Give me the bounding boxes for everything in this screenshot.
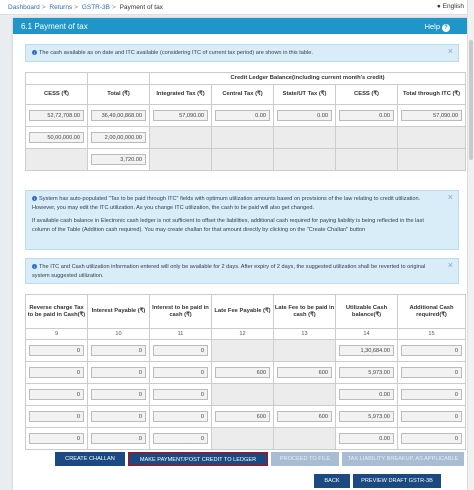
reverse-charge-input[interactable]: 0 xyxy=(29,367,84,378)
col-header: Total through ITC (₹) xyxy=(398,85,466,105)
cash-balance-value: 5,973.00 xyxy=(339,367,394,378)
back-button[interactable]: BACK xyxy=(314,474,350,488)
col-header: State/UT Tax (₹) xyxy=(274,85,336,105)
help-label: Help xyxy=(424,22,440,31)
col-header: Late Fee Payable (₹) xyxy=(212,295,274,329)
proceed-to-file-button[interactable]: PROCEED TO FILE xyxy=(271,452,339,466)
col-number: 14 xyxy=(336,329,398,340)
info-note-utilization xyxy=(25,190,459,250)
cell-value: 3,720.00 xyxy=(91,154,146,165)
additional-cash-value: 0 xyxy=(401,345,462,356)
cell-value: 0.00 xyxy=(339,110,394,121)
col-header: CESS (₹) xyxy=(336,85,398,105)
preview-draft-button[interactable]: PREVIEW DRAFT GSTR-3B xyxy=(353,474,441,488)
cell-value: 52,72,708.00 xyxy=(29,110,84,121)
tax-liability-breakup-button[interactable]: TAX LIABILITY BREAKUP, AS APPLICABLE xyxy=(342,452,464,466)
col-number: 10 xyxy=(88,329,150,340)
additional-cash-value: 0 xyxy=(401,433,462,444)
breadcrumb-dashboard[interactable]: Dashboard xyxy=(8,4,40,11)
language-selector[interactable] xyxy=(437,3,464,10)
col-number: 15 xyxy=(398,329,466,340)
col-header: Central Tax (₹) xyxy=(212,85,274,105)
table-row xyxy=(26,127,466,149)
col-header: Interest to be paid in cash (₹) xyxy=(150,295,212,329)
ledger-table xyxy=(25,72,466,171)
col-number: 11 xyxy=(150,329,212,340)
interest-cash-input[interactable]: 0 xyxy=(153,345,208,356)
interest-payable-value: 0 xyxy=(91,411,146,422)
help-icon: ? xyxy=(442,24,450,32)
col-header: Total (₹) xyxy=(88,85,150,105)
late-fee-value: 600 xyxy=(215,411,270,422)
breadcrumb-returns[interactable]: Returns xyxy=(49,4,73,11)
info-note-text: The cash available as on date and ITC available (considering ITC of current tax period) are shown in this table. xyxy=(39,50,313,56)
cell-value: 57,090.00 xyxy=(401,110,462,121)
interest-payable-value: 0 xyxy=(91,345,146,356)
ledger-group-header: Credit Ledger Balance(including current month's credit) xyxy=(150,73,466,85)
cash-balance-value: 5,973.00 xyxy=(339,411,394,422)
panel-title: 6.1 Payment of tax xyxy=(21,22,88,31)
reverse-charge-input[interactable]: 0 xyxy=(29,389,84,400)
interest-cash-input[interactable]: 0 xyxy=(153,389,208,400)
col-header: Additional Cash required(₹) xyxy=(398,295,466,329)
interest-payable-value: 0 xyxy=(91,389,146,400)
col-header: Integrated Tax (₹) xyxy=(150,85,212,105)
additional-cash-value: 0 xyxy=(401,389,462,400)
reverse-charge-input[interactable]: 0 xyxy=(29,345,84,356)
top-bar xyxy=(0,0,474,15)
table-row xyxy=(26,340,466,362)
interest-payable-value: 0 xyxy=(91,367,146,378)
reverse-charge-input[interactable]: 0 xyxy=(29,433,84,444)
additional-cash-value: 0 xyxy=(401,411,462,422)
col-header: CESS (₹) xyxy=(26,85,88,105)
col-number: 13 xyxy=(274,329,336,340)
breadcrumb: Dashboard > Returns > GSTR-3B > Payment of tax xyxy=(8,4,163,11)
info-note-text: If available cash balance in Electronic cash ledger is not sufficient to offset the liabilities, additional cash required for paying liability is being reflected in the last column of the Table (Addition cash required). You may create challan for that amount directly by clicking on the "Create Challan" button xyxy=(32,218,424,233)
additional-cash-value: 0 xyxy=(401,367,462,378)
table-row xyxy=(26,149,466,171)
interest-cash-input[interactable]: 0 xyxy=(153,411,208,422)
table-row xyxy=(26,406,466,428)
col-header: Late Fee to be paid in cash (₹) xyxy=(274,295,336,329)
column-number-row xyxy=(26,329,466,340)
cell-value: 36,49,00,868.00 xyxy=(91,110,146,121)
table-row xyxy=(26,384,466,406)
globe-icon: ● xyxy=(436,3,441,10)
cash-balance-value: 0.00 xyxy=(339,389,394,400)
breadcrumb-current: Payment of tax xyxy=(119,4,163,11)
col-number: 12 xyxy=(212,329,274,340)
close-icon[interactable]: × xyxy=(447,192,453,202)
interest-cash-input[interactable]: 0 xyxy=(153,433,208,444)
cell-value: 0.00 xyxy=(277,110,332,121)
create-challan-button[interactable]: CREATE CHALLAN xyxy=(55,452,125,466)
help-link[interactable] xyxy=(425,22,450,32)
col-header: Reverse charge Tax to be paid in Cash(₹) xyxy=(26,295,88,329)
close-icon[interactable]: × xyxy=(447,46,453,56)
late-fee-value: 600 xyxy=(215,367,270,378)
table-row xyxy=(26,105,466,127)
payment-panel xyxy=(13,18,468,490)
table-row xyxy=(26,428,466,450)
payment-table xyxy=(25,294,466,450)
scrollbar-thumb[interactable] xyxy=(469,40,473,160)
cell-value: 2,00,00,000.00 xyxy=(91,132,146,143)
late-fee-cash-input[interactable]: 600 xyxy=(277,367,332,378)
cash-balance-value: 1,30,684.00 xyxy=(339,345,394,356)
cell-value: 57,090.00 xyxy=(153,110,208,121)
reverse-charge-input[interactable]: 0 xyxy=(29,411,84,422)
scrollbar[interactable] xyxy=(467,0,474,490)
table-row xyxy=(26,362,466,384)
info-icon: i xyxy=(32,50,37,55)
language-label: English xyxy=(442,3,464,10)
col-header: Interest Payable (₹) xyxy=(88,295,150,329)
col-number: 9 xyxy=(26,329,88,340)
info-icon: i xyxy=(32,264,37,269)
late-fee-cash-input[interactable]: 600 xyxy=(277,411,332,422)
close-icon[interactable]: × xyxy=(447,260,453,270)
cell-value: 0.00 xyxy=(215,110,270,121)
interest-cash-input[interactable]: 0 xyxy=(153,367,208,378)
info-note-text: The ITC and Cash utilization information entered will only be available for 2 days. After expiry of 2 days, the suggested utilization shall be reverted to original system suggested utilization. xyxy=(32,264,426,279)
breadcrumb-gstr3b[interactable]: GSTR-3B xyxy=(81,4,110,11)
info-note-expiry xyxy=(25,258,459,284)
info-icon: i xyxy=(32,196,37,201)
col-header: Utilizable Cash balance(₹) xyxy=(336,295,398,329)
interest-payable-value: 0 xyxy=(91,433,146,444)
panel-header xyxy=(13,18,468,34)
info-note-cash xyxy=(25,44,459,62)
make-payment-button[interactable]: MAKE PAYMENT/POST CREDIT TO LEDGER xyxy=(128,452,268,466)
info-note-text: System has auto-populated "Tax to be paid through ITC" fields with optimum utilization amounts based on provisions of the law relating to credit utilization. However, you may edit the ITC utilization. As you change ITC utilization, the cash to be paid will also get changed. xyxy=(32,196,421,211)
cell-value: 50,00,000.00 xyxy=(29,132,84,143)
cash-balance-value: 0.00 xyxy=(339,433,394,444)
